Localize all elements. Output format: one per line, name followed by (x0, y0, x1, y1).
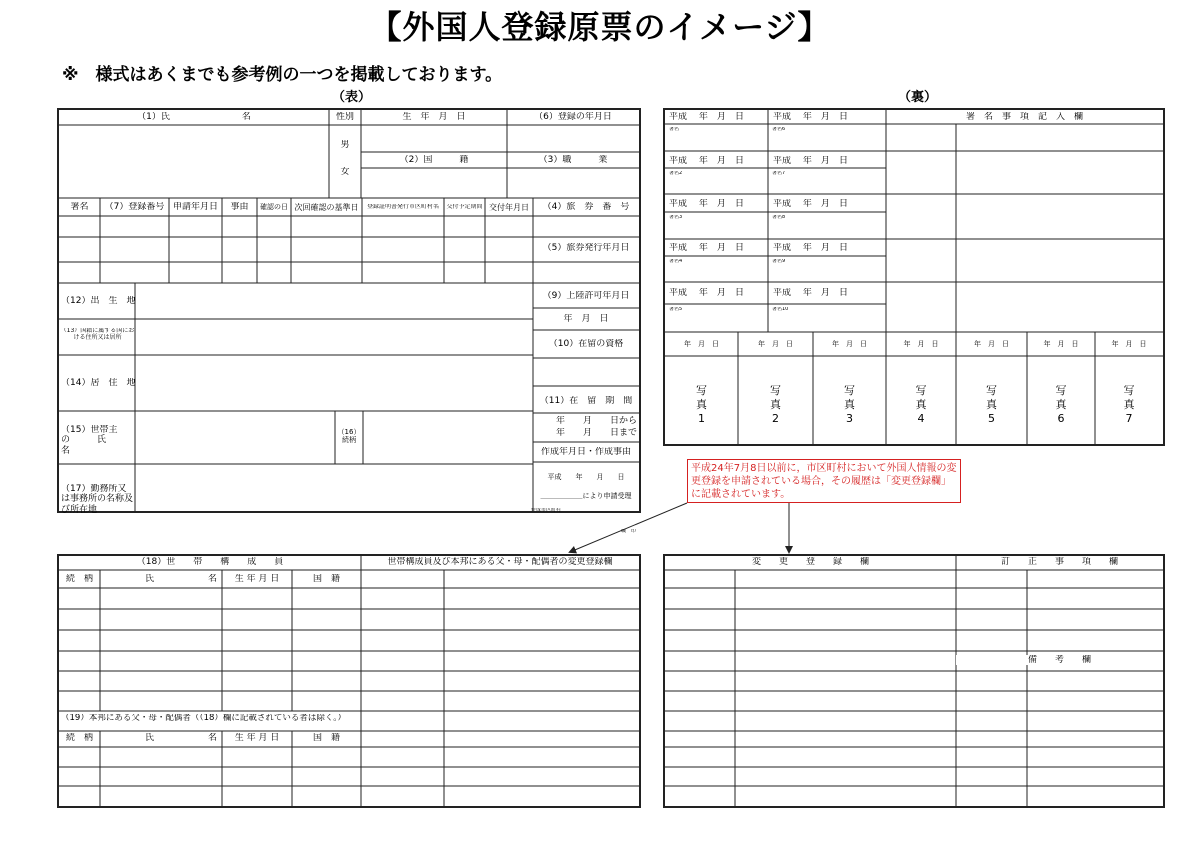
sign-label: 署名 (669, 127, 680, 132)
sign-label: 署名10 (772, 307, 789, 312)
photo-slot: 写 真 3 (844, 384, 855, 425)
disclaimer-note: ※ 様式はあくまでも参考例の一つを掲載しております。 (62, 65, 503, 85)
cert-city-header: 登録証明書発行市区町村名 (366, 204, 439, 210)
sign-label: 署名6 (772, 127, 786, 132)
sign-label: 署名4 (669, 259, 683, 264)
landing-date-ymd: 年 月 日 (563, 314, 609, 324)
member-name-header: 氏 名 (144, 733, 217, 743)
sign-header: 署名 (70, 202, 89, 212)
nationality-header: （2）国 籍 (399, 155, 469, 165)
member-dob-header: 生 年 月 日 (234, 574, 280, 584)
sign-label: 署名9 (772, 259, 786, 264)
back-label: （裏） (898, 90, 938, 105)
photo-date: 年 月 日 (1111, 340, 1147, 348)
parents-title: （19）本邦にある父・母・配偶者（（18）欄に記載されている者は除く。） (61, 714, 346, 723)
change-history-note: 平成24年7月8日以前に，市区町村において外国人情報の変更登録を申請されている場合，その履歴は「変更登録欄」に記載されています。 (687, 459, 961, 503)
relation-header: 続 柄 (65, 733, 93, 743)
date-row-2-right: 平成 年 月 日 (773, 156, 848, 166)
issue-plan-header: 交付予定期間 (446, 204, 483, 210)
remarks-title: 備 考 欄 (956, 655, 1163, 665)
change-registration-form (663, 554, 1165, 808)
created-application: ＿＿＿＿＿＿により申請受理 (540, 492, 632, 500)
name-header: （1）氏 名 (137, 112, 251, 122)
created-date: 平成 年 月 日 (547, 473, 625, 481)
residence-label: （14）居 住 地 (61, 378, 135, 388)
front-label: （表） (332, 90, 372, 105)
sign-label: 署名2 (669, 171, 683, 176)
issue-date-header: 交付年月日 (489, 203, 529, 212)
sign-label: 署名8 (772, 215, 786, 220)
member-dob-header: 生 年 月 日 (234, 733, 280, 743)
date-row-4-left: 平成 年 月 日 (669, 243, 744, 253)
date-row-3-right: 平成 年 月 日 (773, 199, 848, 209)
photo-date: 年 月 日 (974, 340, 1009, 348)
photo-date: 年 月 日 (684, 340, 719, 348)
sign-label: 署名3 (669, 215, 683, 220)
photo-date: 年 月 日 (1043, 340, 1079, 348)
dob-header: 生 年 月 日 (402, 112, 466, 122)
city-label: 作成市区町村 (531, 508, 562, 513)
household-change-title: 世帯構成員及び本邦にある父・母・配偶者の変更登録欄 (387, 557, 613, 567)
photo-slot: 写 真 5 (986, 384, 997, 425)
period-from: 年 月 日から (555, 416, 637, 426)
reg-date-header: （6）登録の年月日 (534, 112, 612, 122)
date-row-4-right: 平成 年 月 日 (773, 243, 848, 253)
household-head-label: （15）世帯主の 氏 名 (61, 425, 118, 456)
date-row-5-right: 平成 年 月 日 (773, 288, 848, 298)
status-header: （10）在留の資格 (548, 339, 624, 349)
change-grid-lines (665, 556, 1163, 806)
photo-slot: 写 真 1 (696, 384, 707, 425)
photo-date: 年 月 日 (832, 340, 867, 348)
sign-label: 署名5 (669, 307, 683, 312)
photo-date: 年 月 日 (903, 340, 939, 348)
reason-header: 事由 (230, 202, 249, 212)
photo-slot: 写 真 7 (1123, 384, 1135, 425)
landing-date-header: （9）上陸許可年月日 (542, 291, 630, 301)
created-header: 作成年月日・作成事由 (540, 447, 631, 457)
date-row-1-left: 平成 年 月 日 (669, 112, 744, 122)
passport-no-header: （4）旅 券 番 号 (542, 202, 630, 212)
relation-label: （16）続柄 (337, 428, 361, 445)
next-confirm-header: 次回確認の基準日 (294, 203, 359, 212)
seal-label: 職 印 (621, 529, 637, 534)
change-title: 変 更 登 録 欄 (751, 557, 869, 567)
reg-no-header: （7）登録番号 (104, 202, 165, 212)
photo-slot: 写 真 6 (1055, 384, 1067, 425)
date-row-2-left: 平成 年 月 日 (669, 156, 744, 166)
household-title: （18）世 帯 構 成 員 (136, 557, 284, 567)
workplace-label: （17）勤務所又は事務所の名称及び所在地 (61, 484, 133, 515)
sex-female: 女 (340, 167, 350, 177)
member-nationality-header: 国 籍 (312, 733, 340, 743)
photo-slot: 写 真 2 (770, 384, 781, 425)
page-title: 【外国人登録原票のイメージ】 (369, 8, 831, 46)
sign-label: 署名7 (772, 171, 786, 176)
member-name-header: 氏 名 (144, 574, 217, 584)
period-header: （11）在 留 期 間 (539, 396, 633, 406)
apply-date-header: 申請年月日 (172, 202, 218, 212)
photo-slot: 写 真 4 (915, 384, 927, 425)
passport-date-header: （5）旅券発行年月日 (542, 243, 630, 253)
relation-header: 続 柄 (65, 574, 93, 584)
date-row-1-right: 平成 年 月 日 (773, 112, 848, 122)
period-to: 年 月 日まで (555, 428, 637, 438)
correction-title: 訂 正 事 項 欄 (1000, 557, 1118, 567)
confirm-date-header: 確認の日 (260, 203, 288, 211)
birthplace-label: （12）出 生 地 (61, 296, 135, 306)
sex-male: 男 (340, 140, 350, 150)
home-address-label: （13）国籍に属する国における住所又は居所 (60, 328, 135, 341)
occupation-header: （3）職 業 (538, 155, 608, 165)
household-grid-lines (59, 556, 639, 806)
household-form (57, 554, 641, 808)
sex-header: 性別 (335, 112, 354, 122)
date-row-3-left: 平成 年 月 日 (669, 199, 744, 209)
photo-date: 年 月 日 (758, 340, 793, 348)
signature-title: 署 名 事 項 記 入 欄 (965, 112, 1083, 122)
date-row-5-left: 平成 年 月 日 (669, 288, 744, 298)
member-nationality-header: 国 籍 (312, 574, 340, 584)
